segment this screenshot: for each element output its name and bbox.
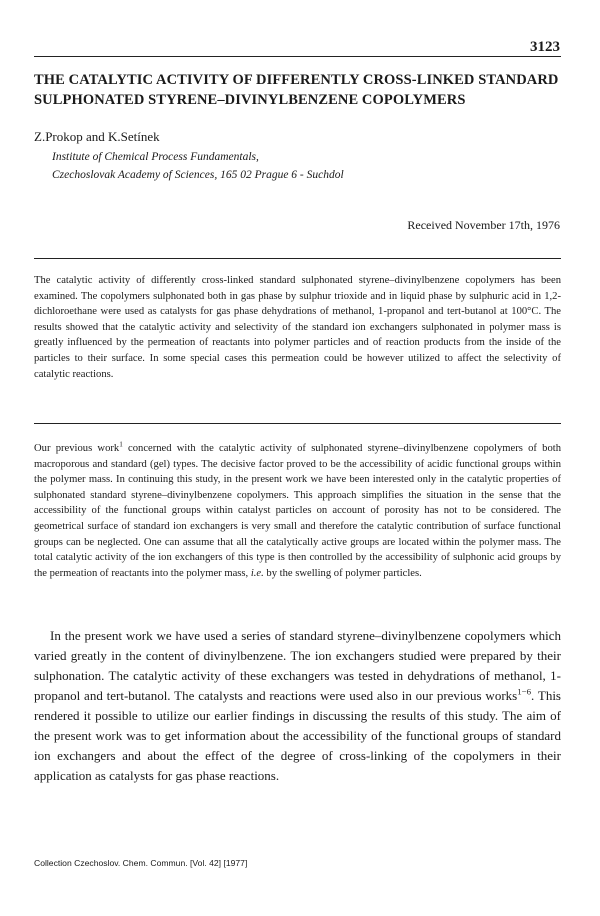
page-number: 3123 — [530, 39, 560, 55]
authors: Z.Prokop and K.Setínek — [34, 129, 160, 144]
intro-text-b: concerned with the catalytic activity of sulphonated styrene–divinylbenzene copolymers of both macroporous and standard (gel) types. The decisive factor proved to be the accessibility of acidic functional groups within the polymer mass. In continuing this study, in the present work we have been interested only in the catalytic properties of sulphonated standard styrene–divinylbenzene copolymers. This approach simplifies the situation in the sense that the accessibility of the functional groups within catalyst particles on account of porosity has not to be considered. The geometrical surface of standard ion exchangers is very small and therefore the catalytic contribution of surface functional groups can be neglected. One can assume that all the catalytically active groups are located within the polymer mass. The total catalytic activity of the ion exchangers of this type is then controlled by the accessibility of sulphonic acid groups by the permeation of reactants into the polymer mass, — [34, 443, 561, 579]
affiliation — [52, 148, 344, 184]
body-text-a: In the present work we have used a series of standard styrene–divinylbenzene copolymers which varied greatly in the content of divinylbenzene. The ion exchangers studied were prepared by their sulphonation. The catalytic activity of these exchangers was tested in dehydrations of methanol, 1-propanol and tert-butanol. The catalysts and reactions were used also in our previous works — [34, 628, 561, 703]
intro-reference: 1 — [119, 440, 123, 449]
affiliation-line-1: Institute of Chemical Process Fundamentals, — [52, 151, 259, 163]
journal-footer: Collection Czechoslov. Chem. Commun. [Vol. 42] [1977] — [34, 858, 248, 868]
intro-paragraph — [34, 441, 561, 581]
affiliation-line-2: Czechoslovak Academy of Sciences, 165 02 Prague 6 - Suchdol — [52, 169, 344, 181]
body-paragraph — [34, 626, 561, 786]
received-date: Received November 17th, 1976 — [407, 218, 560, 232]
abstract-bottom-rule — [34, 423, 561, 424]
abstract: The catalytic activity of differently cross-linked standard sulphonated styrene–divinylbenzene copolymers has been examined. The copolymers sulphonated both in gas phase by sulphur trioxide and in liquid phase by sulphuric acid in 1,2-dichloroethane were used as catalysts for gas phase dehydrations of methanol, 1-propanol and tert-butanol at 100°C. The results showed that the catalytic activity and selectivity of the standard ion exchangers sulphonated in polymer mass is greatly influenced by the permeation of reactants into polymer particles and of reaction products from the inside of the particles to their surface. In some special cases this permeation could be however utilized to affect the selectivity of catalytic reactions. — [34, 275, 561, 380]
abstract-top-rule — [34, 258, 561, 259]
header-rule — [34, 56, 561, 57]
article-title: THE CATALYTIC ACTIVITY OF DIFFERENTLY CROSS-LINKED STANDARD SULPHONATED STYRENE–DIVINYLBENZENE COPOLYMERS — [34, 72, 559, 108]
intro-ie: i.e. — [250, 567, 264, 579]
body-text-b: . This rendered it possible to utilize our earlier findings in discussing the results of this study. The aim of the present work was to get information about the accessibility of the functional groups of standard ion exchangers and about the effect of the degree of cross-linking of the copolymers in their application as catalysts for gas phase reactions. — [34, 688, 561, 783]
intro-text-a: Our previous work — [34, 443, 120, 454]
intro-text-c: by the swelling of polymer particles. — [263, 567, 422, 579]
body-reference: 1−6 — [517, 686, 532, 697]
